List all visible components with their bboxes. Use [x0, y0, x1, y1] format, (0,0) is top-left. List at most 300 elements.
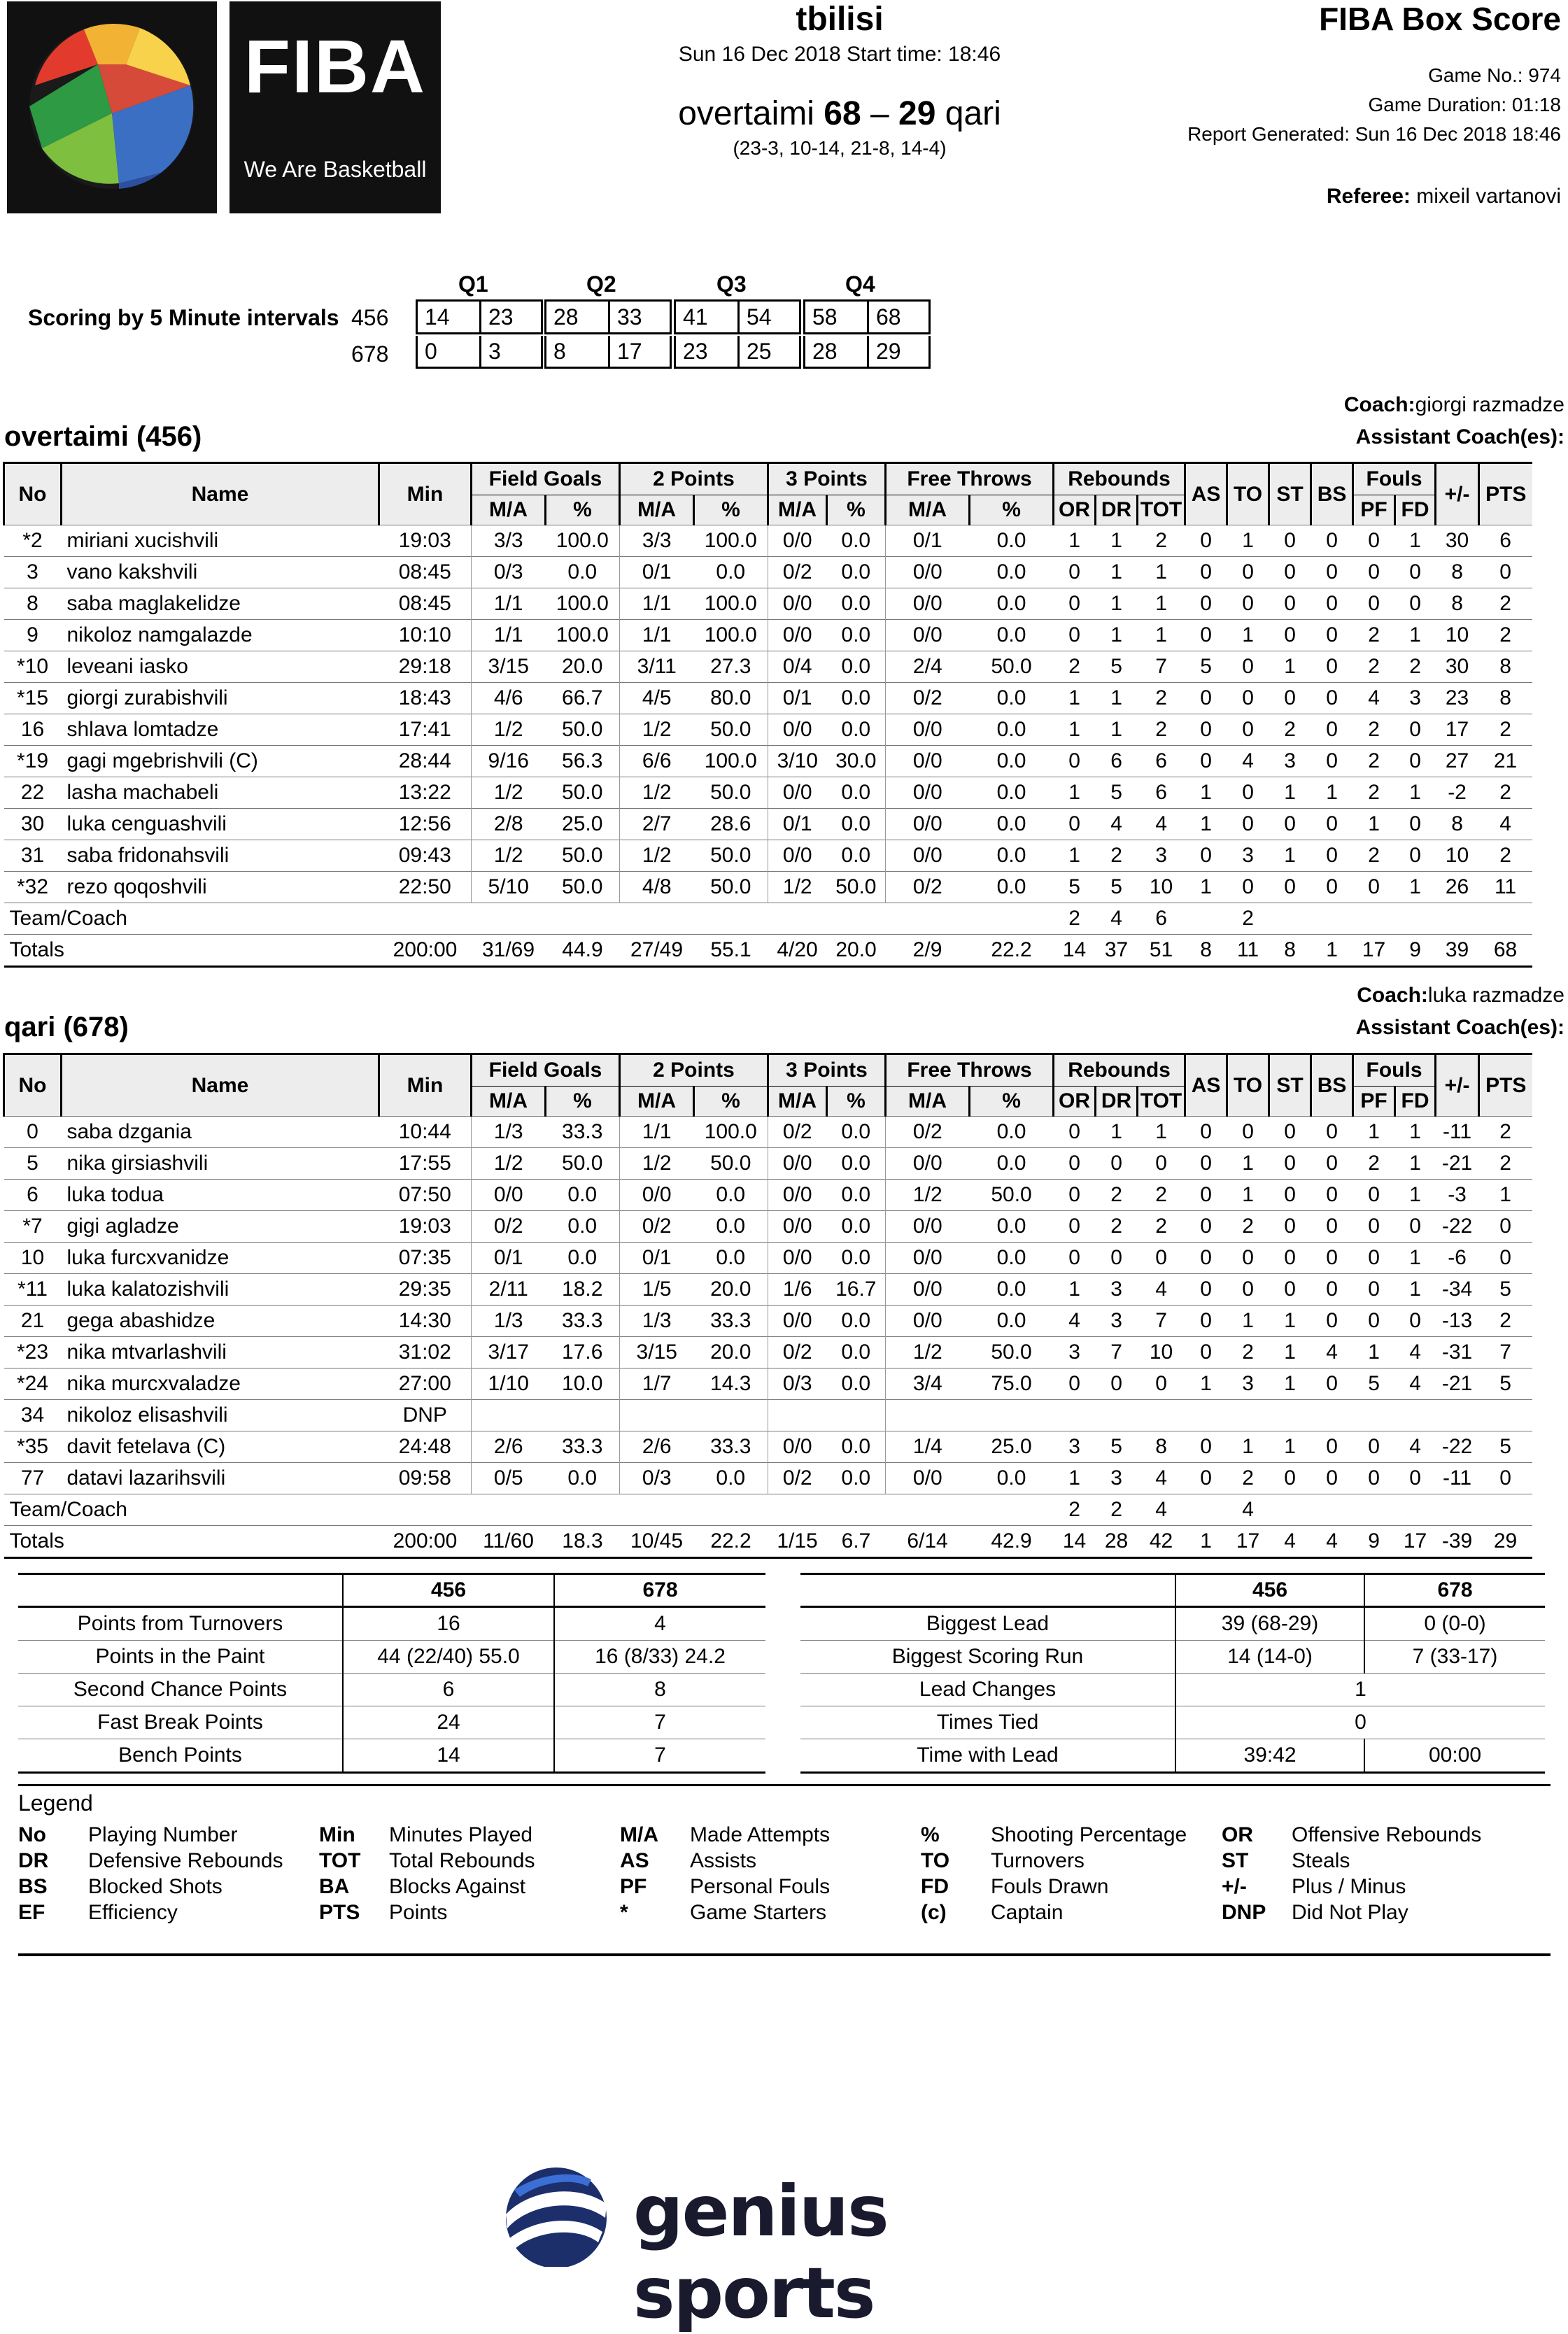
stat-cell: 0	[1353, 588, 1395, 620]
stat-cell	[1185, 1494, 1227, 1526]
stat-cell: 1	[1054, 1463, 1096, 1494]
fiba-logo-text: FIBA	[244, 24, 426, 108]
stat-cell: 0	[1311, 809, 1353, 840]
stat-cell: 3	[1269, 746, 1311, 777]
stat-cell: 3	[1054, 1337, 1096, 1368]
stat-cell: 2	[1096, 1494, 1138, 1526]
total-cell: 28	[1096, 1526, 1138, 1558]
stat-cell: 0/0	[768, 588, 827, 620]
stat-cell: 14:30	[379, 1306, 472, 1337]
stat-cell: 4	[1227, 746, 1269, 777]
stat-cell: 3	[1138, 840, 1185, 872]
stat-cell: 5	[1479, 1368, 1532, 1400]
stat-cell: 1/2	[472, 840, 546, 872]
player-number: *35	[4, 1431, 62, 1463]
legend-description: Assists	[690, 1849, 757, 1872]
stat-label: Biggest Lead	[800, 1607, 1175, 1641]
stat-cell: 10	[1436, 620, 1479, 651]
referee	[1187, 185, 1561, 208]
stat-cell: 0/0	[768, 1306, 827, 1337]
stat-cell: 0	[1353, 872, 1395, 903]
legend-description: Fouls Drawn	[991, 1875, 1109, 1898]
stat-cell: 2	[1096, 1180, 1138, 1211]
coach-line	[1357, 984, 1565, 1007]
stat-cell: 14.3	[694, 1368, 768, 1400]
stat-cell: 0/0	[886, 809, 970, 840]
stat-cell: 0/3	[620, 1463, 694, 1494]
team-stats-table	[18, 1573, 765, 1774]
stat-cell	[827, 1400, 886, 1431]
stats-row	[800, 1739, 1545, 1773]
legend-abbreviation: M/A	[620, 1823, 658, 1846]
stat-cell: 0	[1185, 1180, 1227, 1211]
team-name: qari (678)	[4, 1012, 129, 1042]
stat-cell: 30	[1436, 525, 1479, 557]
stat-cell: 8	[1436, 809, 1479, 840]
interval-box	[416, 336, 543, 369]
stat-cell: 3	[1227, 840, 1269, 872]
stat-cell: 1	[1479, 1180, 1532, 1211]
stat-cell: 0	[1269, 1180, 1311, 1211]
stat-cell: 1	[1138, 588, 1185, 620]
stat-cell	[1436, 903, 1479, 935]
legend-abbreviation: Min	[319, 1823, 355, 1846]
stat-cell: 1/2	[620, 777, 694, 809]
stats-header: 678	[1364, 1574, 1545, 1607]
interval-score: 17	[608, 336, 670, 367]
stat-cell: 1/3	[472, 1117, 546, 1148]
legend-description: Captain	[991, 1901, 1064, 1924]
stat-cell	[1436, 1494, 1479, 1526]
stat-cell: 26	[1436, 872, 1479, 903]
interval-score: 58	[812, 304, 838, 330]
stat-cell: 1	[1395, 872, 1436, 903]
intervals-label: Scoring by 5 Minute intervals	[28, 305, 339, 330]
player-number: *32	[4, 872, 62, 903]
stat-cell: 2	[1479, 1148, 1532, 1180]
stat-cell: 2	[1227, 1337, 1269, 1368]
stat-cell: 0	[1269, 1148, 1311, 1180]
stat-cell: 2/7	[620, 809, 694, 840]
stat-cell: 0	[1311, 714, 1353, 746]
stat-cell: 22:50	[379, 872, 472, 903]
player-number: *2	[4, 525, 62, 557]
player-name: saba dzgania	[62, 1117, 379, 1148]
stat-cell: 1	[1395, 620, 1436, 651]
stat-cell: 0	[1395, 557, 1436, 588]
stat-cell: 24:48	[379, 1431, 472, 1463]
stat-cell: 0	[1311, 1180, 1353, 1211]
legend-description: Efficiency	[88, 1901, 178, 1924]
stat-cell: 2	[1479, 714, 1532, 746]
stat-cell: 0/0	[886, 588, 970, 620]
stat-cell: 16.7	[827, 1274, 886, 1306]
stat-cell: 6	[1138, 903, 1185, 935]
player-row	[4, 588, 1532, 620]
stat-cell: 1/1	[620, 620, 694, 651]
stat-cell	[1269, 1400, 1311, 1431]
player-name: vano kakshvili	[62, 557, 379, 588]
player-name: nika girsiashvili	[62, 1148, 379, 1180]
stat-cell: 0.0	[827, 1463, 886, 1494]
total-cell: 10/45	[620, 1526, 694, 1558]
player-row	[4, 714, 1532, 746]
stat-cell: 0	[1479, 1211, 1532, 1243]
stat-cell: 10:44	[379, 1117, 472, 1148]
stat-cell	[620, 1494, 694, 1526]
interval-box	[803, 299, 931, 334]
player-row	[4, 1117, 1532, 1148]
player-name: leveani iasko	[62, 651, 379, 683]
legend-description: Plus / Minus	[1292, 1875, 1406, 1898]
stat-cell: 20.0	[546, 651, 620, 683]
stat-cell	[1353, 1494, 1395, 1526]
stat-cell: 0.0	[970, 525, 1054, 557]
stat-cell: 0	[1311, 588, 1353, 620]
interval-score: 25	[737, 336, 799, 367]
stat-cell: 1	[1096, 714, 1138, 746]
stat-cell: 2	[1054, 903, 1096, 935]
column-header-ft: Free Throws	[886, 463, 1054, 495]
stat-cell: 0/0	[886, 557, 970, 588]
interval-score: 14	[425, 304, 450, 330]
stats-row	[18, 1641, 765, 1674]
player-row	[4, 1148, 1532, 1180]
away-team-name: qari	[945, 95, 1001, 132]
stat-cell: 0.0	[827, 1368, 886, 1400]
stat-cell: 1	[1269, 1431, 1311, 1463]
stat-cell: 5	[1096, 651, 1138, 683]
stat-label: Points from Turnovers	[18, 1607, 343, 1641]
stat-cell: 0	[1353, 557, 1395, 588]
player-row	[4, 1368, 1532, 1400]
stat-cell: 3/10	[768, 746, 827, 777]
stat-cell: 5	[1096, 777, 1138, 809]
legend-abbreviation: DR	[18, 1849, 49, 1872]
column-header-pct: %	[827, 495, 886, 525]
stat-cell: 0.0	[970, 1274, 1054, 1306]
stat-cell: 0.0	[827, 777, 886, 809]
stat-cell: 0	[1269, 1243, 1311, 1274]
total-cell: 68	[1479, 935, 1532, 967]
legend-description: Game Starters	[690, 1901, 827, 1924]
total-cell: 31/69	[472, 935, 546, 967]
stat-cell: 0	[1185, 1243, 1227, 1274]
stat-cell: 50.0	[694, 840, 768, 872]
player-row	[4, 1463, 1532, 1494]
stat-cell: 0	[1227, 588, 1269, 620]
stat-cell: 1	[1096, 1117, 1138, 1148]
column-header-bs: BS	[1311, 463, 1353, 525]
interval-score: 23	[683, 339, 708, 364]
stat-cell: 1	[1096, 557, 1138, 588]
stat-cell: 1/3	[472, 1306, 546, 1337]
stat-cell: 10.0	[546, 1368, 620, 1400]
box-score-grid	[3, 462, 1532, 968]
stat-cell: 0	[1185, 620, 1227, 651]
stat-cell	[546, 903, 620, 935]
stat-cell: 1	[1395, 1117, 1436, 1148]
stat-cell	[1311, 1494, 1353, 1526]
stat-cell: 0	[1395, 1306, 1436, 1337]
stat-cell: 0	[1269, 557, 1311, 588]
stat-cell: 56.3	[546, 746, 620, 777]
stat-cell: 4	[1479, 809, 1532, 840]
stat-cell	[1269, 903, 1311, 935]
stat-cell: 1	[1353, 1117, 1395, 1148]
legend-description: Made Attempts	[690, 1823, 831, 1846]
stat-cell: 1	[1054, 714, 1096, 746]
stat-cell: 1	[1395, 1243, 1436, 1274]
player-number: 30	[4, 809, 62, 840]
legend	[18, 1784, 1551, 1956]
stat-cell: 0.0	[827, 1180, 886, 1211]
stat-cell: 0	[1311, 1117, 1353, 1148]
stat-cell: 4	[1227, 1494, 1269, 1526]
stat-cell: 2	[1353, 746, 1395, 777]
stat-cell: 1	[1269, 1306, 1311, 1337]
column-header-pm: +/-	[1436, 1054, 1479, 1117]
player-row	[4, 620, 1532, 651]
interval-score: 23	[479, 302, 541, 332]
stat-cell: 0	[1311, 1211, 1353, 1243]
stat-cell: 0/0	[886, 620, 970, 651]
stat-cell	[827, 1494, 886, 1526]
column-header-ma: M/A	[620, 1087, 694, 1117]
stat-cell: 0.0	[970, 557, 1054, 588]
total-cell: 17	[1353, 935, 1395, 967]
total-cell: 14	[1054, 935, 1096, 967]
stat-label: Bench Points	[18, 1739, 343, 1773]
stat-cell: 0	[1311, 1463, 1353, 1494]
stat-cell: 0	[1185, 1337, 1227, 1368]
legend-description: Turnovers	[991, 1849, 1085, 1872]
stat-cell: 2/4	[886, 651, 970, 683]
stat-cell: 0	[1395, 1211, 1436, 1243]
stat-cell	[472, 1400, 546, 1431]
legend-abbreviation: FD	[921, 1875, 949, 1898]
quarter-label: Q2	[586, 271, 616, 297]
stat-cell: 3/4	[886, 1368, 970, 1400]
stat-cell: 2	[1353, 651, 1395, 683]
stat-cell: 1/2	[620, 840, 694, 872]
stat-cell: 0	[1227, 651, 1269, 683]
stat-cell: 0	[1269, 1274, 1311, 1306]
stat-cell: 2	[1054, 651, 1096, 683]
stat-cell: 0.0	[970, 714, 1054, 746]
stat-cell: 27:00	[379, 1368, 472, 1400]
stat-value: 39:42	[1175, 1739, 1364, 1773]
player-number: 31	[4, 840, 62, 872]
column-header-pts: PTS	[1479, 1054, 1532, 1117]
stat-cell	[886, 1494, 970, 1526]
stat-cell: 0	[1353, 525, 1395, 557]
column-header-ma: M/A	[472, 1087, 546, 1117]
stat-cell: 50.0	[970, 651, 1054, 683]
stat-cell: 2	[1138, 683, 1185, 714]
stat-cell: 4	[1138, 1274, 1185, 1306]
stat-cell: 0	[1054, 1211, 1096, 1243]
player-row	[4, 1180, 1532, 1211]
stats-row	[800, 1706, 1545, 1739]
game-duration: Game Duration: 01:18	[1368, 94, 1561, 115]
stat-cell: 0	[1185, 683, 1227, 714]
stat-cell	[1185, 1400, 1227, 1431]
stat-cell: 2	[1353, 1148, 1395, 1180]
total-cell: 20.0	[827, 935, 886, 967]
player-name: nika murcxvaladze	[62, 1368, 379, 1400]
stat-cell: 0	[1311, 1148, 1353, 1180]
stat-cell: 0	[1311, 1368, 1353, 1400]
legend-abbreviation: DNP	[1222, 1901, 1266, 1924]
column-header-pct: %	[970, 1087, 1054, 1117]
stat-cell: 0	[1185, 1306, 1227, 1337]
stat-cell: -34	[1436, 1274, 1479, 1306]
stat-cell: 2	[1227, 1211, 1269, 1243]
stat-cell: 50.0	[546, 777, 620, 809]
stat-cell: 0	[1353, 1431, 1395, 1463]
column-header-p3: 3 Points	[768, 1054, 886, 1087]
stat-cell: 0.0	[970, 1117, 1054, 1148]
stat-value: 14	[343, 1739, 554, 1773]
interval-score: 0	[425, 339, 437, 364]
stat-value: 0	[1175, 1706, 1545, 1739]
coach-line	[1344, 393, 1565, 417]
legend-description: Blocks Against	[389, 1875, 526, 1898]
player-name: datavi lazarihsvili	[62, 1463, 379, 1494]
player-number: 0	[4, 1117, 62, 1148]
stat-cell	[546, 1400, 620, 1431]
stat-cell	[472, 903, 546, 935]
stat-cell: 0	[1185, 714, 1227, 746]
stat-cell: 0/1	[620, 1243, 694, 1274]
stat-cell: 0.0	[827, 714, 886, 746]
stat-value: 4	[554, 1607, 765, 1641]
total-cell: 27/49	[620, 935, 694, 967]
legend-abbreviation: %	[921, 1823, 940, 1846]
legend-abbreviation: *	[620, 1901, 628, 1924]
stat-cell: 5	[1096, 872, 1138, 903]
total-cell: 200:00	[379, 935, 472, 967]
stat-cell: 0	[1269, 809, 1311, 840]
stat-cell: 0/1	[768, 683, 827, 714]
stat-cell: 2	[1227, 1463, 1269, 1494]
player-number: 10	[4, 1243, 62, 1274]
stat-cell: 5/10	[472, 872, 546, 903]
player-name: davit fetelava (C)	[62, 1431, 379, 1463]
legend-abbreviation: OR	[1222, 1823, 1253, 1846]
stats-row	[800, 1641, 1545, 1674]
column-header-pf: PF	[1353, 495, 1395, 525]
stat-cell: 0	[1054, 1368, 1096, 1400]
stat-cell	[970, 903, 1054, 935]
stat-cell: 0	[1269, 525, 1311, 557]
stat-cell: 0/0	[768, 1148, 827, 1180]
stat-cell: 0.0	[970, 588, 1054, 620]
stat-cell: 66.7	[546, 683, 620, 714]
stat-cell: 0	[1138, 1243, 1185, 1274]
stat-cell	[886, 903, 970, 935]
interval-box	[544, 299, 672, 334]
stat-cell: 0	[1269, 1463, 1311, 1494]
stat-cell: 0/0	[768, 1243, 827, 1274]
stat-cell: 0/3	[472, 557, 546, 588]
legend-description: Offensive Rebounds	[1292, 1823, 1482, 1846]
total-cell: 8	[1185, 935, 1227, 967]
stat-cell	[886, 1400, 970, 1431]
stat-value: 16 (8/33) 24.2	[554, 1641, 765, 1674]
stat-cell: 0	[1353, 1274, 1395, 1306]
stat-cell	[827, 903, 886, 935]
stat-cell: 0	[1353, 1180, 1395, 1211]
stat-cell: 0.0	[970, 777, 1054, 809]
stat-cell: 0	[1311, 651, 1353, 683]
column-header-as: AS	[1185, 1054, 1227, 1117]
stat-cell: 1/7	[620, 1368, 694, 1400]
stat-cell: 0	[1227, 777, 1269, 809]
stats-header: 456	[1175, 1574, 1364, 1607]
stat-cell: 0/0	[886, 1148, 970, 1180]
total-cell: 42	[1138, 1526, 1185, 1558]
stat-cell: 12:56	[379, 809, 472, 840]
stat-cell: 0	[1353, 1306, 1395, 1337]
legend-description: Blocked Shots	[88, 1875, 223, 1898]
player-row	[4, 872, 1532, 903]
player-row	[4, 1431, 1532, 1463]
stat-cell: 0/2	[768, 1337, 827, 1368]
game-number: Game No.: 974	[1428, 64, 1561, 86]
stats-row	[18, 1739, 765, 1773]
total-cell: 44.9	[546, 935, 620, 967]
stat-cell: 50.0	[827, 872, 886, 903]
legend-abbreviation: TOT	[319, 1849, 361, 1872]
player-row	[4, 683, 1532, 714]
stat-cell: 0.0	[827, 1337, 886, 1368]
stat-cell: 0/0	[886, 1306, 970, 1337]
coach-label: Coach:	[1343, 393, 1415, 416]
totals-row	[4, 1526, 1532, 1558]
legend-description: Steals	[1292, 1849, 1350, 1872]
stat-value: 8	[554, 1674, 765, 1706]
player-name: saba fridonahsvili	[62, 840, 379, 872]
stat-cell: 30.0	[827, 746, 886, 777]
column-header-name: Name	[62, 1054, 379, 1117]
stat-cell: 08:45	[379, 588, 472, 620]
stat-cell: 0/3	[768, 1368, 827, 1400]
stat-cell: 0/0	[768, 1180, 827, 1211]
player-row	[4, 746, 1532, 777]
legend-abbreviation: TO	[921, 1849, 950, 1872]
stat-cell: 0	[1227, 1274, 1269, 1306]
stat-cell: 0.0	[827, 620, 886, 651]
stat-cell: 0	[1353, 1243, 1395, 1274]
stat-cell: 1/1	[620, 1117, 694, 1148]
report-generated: Report Generated: Sun 16 Dec 2018 18:46	[1187, 123, 1561, 145]
player-number: 3	[4, 557, 62, 588]
stat-cell: 0	[1227, 872, 1269, 903]
stat-cell: 0	[1311, 746, 1353, 777]
player-name: gagi mgebrishvili (C)	[62, 746, 379, 777]
interval-score: 29	[867, 336, 928, 367]
stat-cell: 2	[1353, 777, 1395, 809]
stat-cell: 4	[1353, 683, 1395, 714]
referee-label: Referee:	[1326, 185, 1411, 208]
column-header-or: OR	[1054, 1087, 1096, 1117]
stat-cell: 33.3	[546, 1117, 620, 1148]
away-score: 29	[898, 95, 936, 132]
player-number: *23	[4, 1337, 62, 1368]
interval-score: 41	[683, 304, 708, 330]
